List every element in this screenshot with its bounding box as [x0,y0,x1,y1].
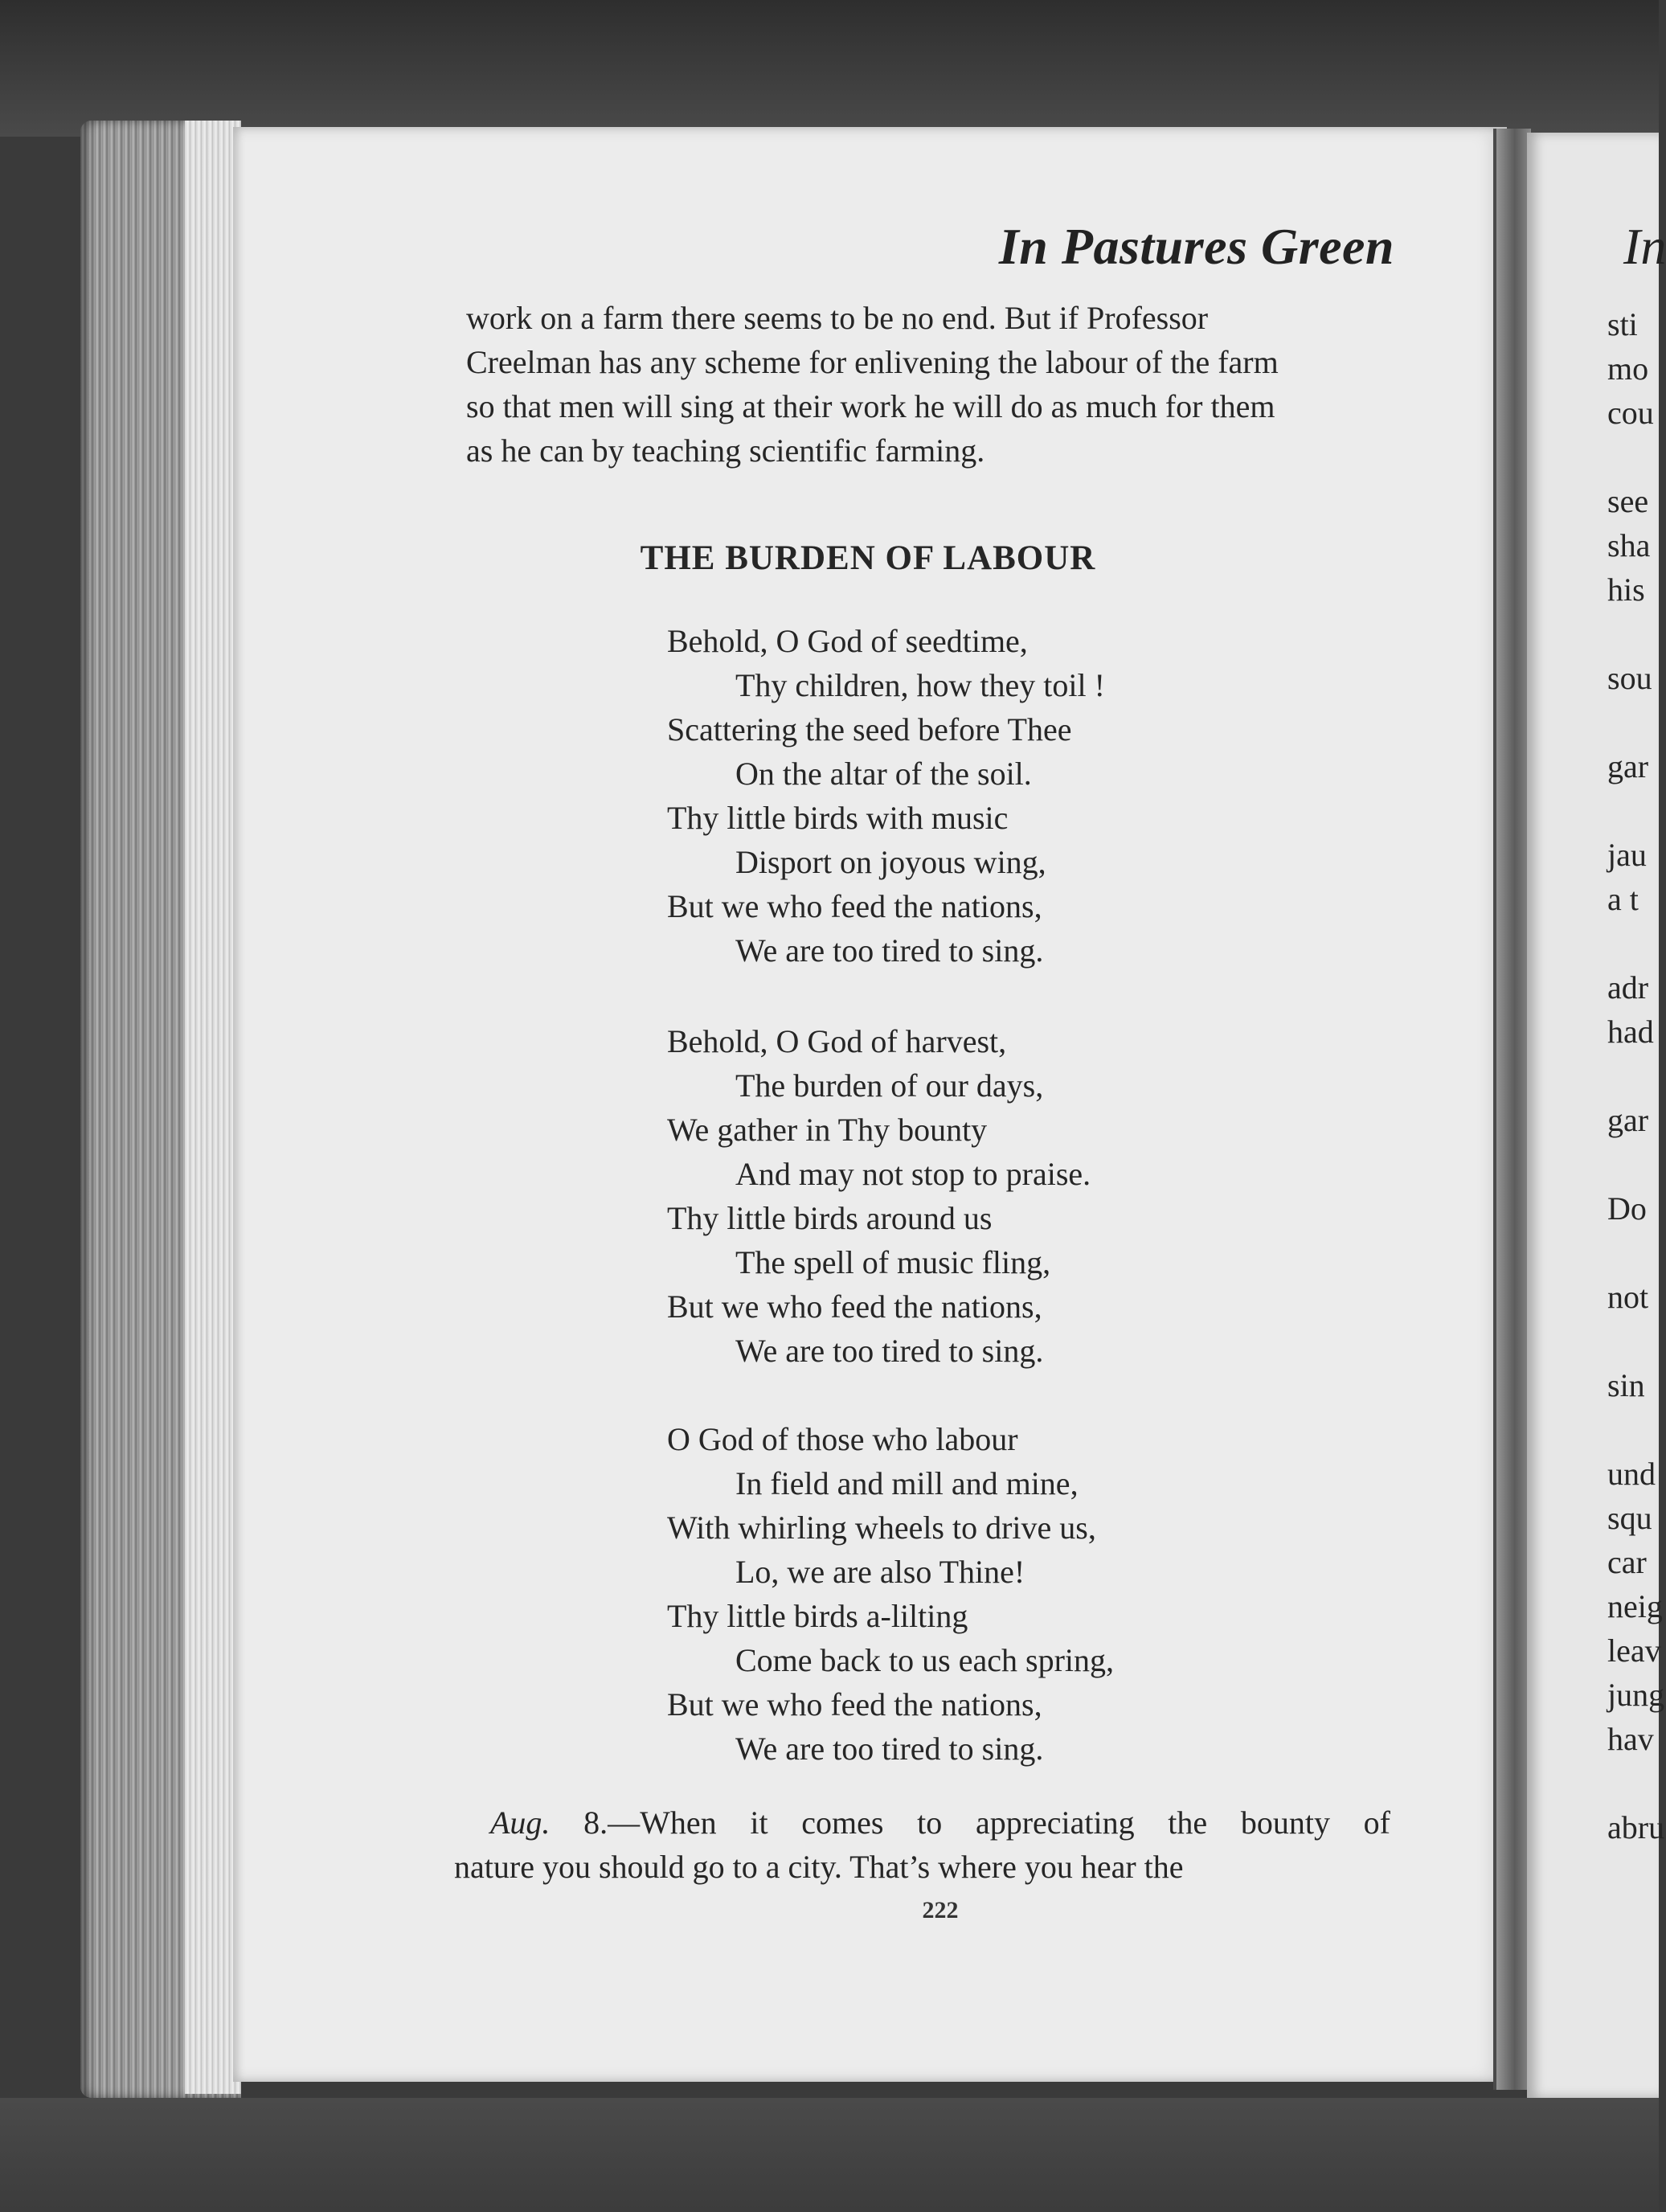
verse-line: With whirling wheels to drive us, [667,1509,1096,1546]
closing-paragraph [454,1800,1390,1889]
verse-line: We are too tired to sing. [735,932,1044,969]
verse-line: But we who feed the nations, [667,1288,1042,1325]
verse-line: And may not stop to praise. [735,1156,1091,1192]
verse-line: We are too tired to sing. [735,1333,1044,1369]
next-page-line-fragment: und [1607,1456,1656,1492]
verse-line: Behold, O God of seedtime, [667,623,1028,659]
next-page-line-fragment: gar [1607,748,1649,784]
verse-line: Lo, we are also Thine! [735,1554,1025,1590]
next-page-line-fragment: see [1607,483,1649,519]
verse-line: The spell of music fling, [735,1244,1051,1280]
verse-line: Come back to us each spring, [735,1642,1114,1678]
next-page-line-fragment: jung [1607,1677,1665,1713]
verse-line: Thy little birds with music [667,800,1009,836]
verse-line: O God of those who labour [667,1421,1018,1457]
closing-line-1 [454,1800,1390,1845]
prose-line: work on a farm there seems to be no end. But if Professor [466,300,1209,336]
next-page-line-fragment: abru [1607,1809,1665,1845]
poem-stanza-3 [667,1417,1390,1771]
poem-stanza-1 [667,619,1390,973]
next-page-line-fragment: hav [1607,1721,1654,1757]
next-page-line-fragment: a t [1607,881,1639,917]
prose-line: as he can by teaching scientific farming. [466,432,985,469]
verse-line: Thy little birds a-lilting [667,1598,968,1634]
verse-line: Thy children, how they toil ! [735,667,1105,703]
closing-line-1-text: 8.—When it comes to appreciating the bounty of [550,1804,1390,1841]
page-number: 222 [922,1897,959,1923]
next-page-line-fragment: sha [1607,527,1651,563]
poem-title: THE BURDEN OF LABOUR [640,539,1096,577]
verse-line: On the altar of the soil. [735,756,1032,792]
opening-paragraph [466,296,1392,473]
next-page-line-fragment: Do [1607,1190,1647,1227]
poem-stanza-2 [667,1019,1390,1373]
verse-line: Thy little birds around us [667,1200,993,1236]
verse-line: We are too tired to sing. [735,1731,1044,1767]
background-top [0,0,1659,137]
diary-date: Aug. [490,1804,551,1841]
running-head: In Pastures Green [998,218,1394,275]
closing-line-2: nature you should go to a city. That’s where you hear the [454,1849,1184,1885]
next-page-line-fragment: had [1607,1014,1654,1050]
verse-line: In field and mill and mine, [735,1465,1079,1501]
next-page-line-fragment: jau [1607,837,1647,873]
next-page-line-fragment: adr [1607,969,1649,1006]
verse-line: Disport on joyous wing, [735,844,1046,880]
next-page-line-fragment: sin [1607,1367,1645,1403]
next-page-line-fragment: cou [1607,395,1654,431]
next-page-line-fragment: not [1607,1279,1649,1315]
verse-line: We gather in Thy bounty [667,1112,988,1148]
verse-line: Scattering the seed before Thee [667,711,1072,748]
verse-line: The burden of our days, [735,1067,1044,1104]
verse-line: Behold, O God of harvest, [667,1023,1007,1059]
next-page-line-fragment: sou [1607,660,1652,696]
next-page-line-fragment: neig [1607,1588,1663,1624]
next-page-line-fragment: mo [1607,350,1649,387]
next-page-line-fragment: sti [1607,306,1638,342]
next-page-line-fragment: gar [1607,1102,1649,1138]
next-page-line-fragment: his [1607,571,1645,608]
next-running-head-fragment: In [1623,218,1666,275]
verse-line: But we who feed the nations, [667,888,1042,924]
next-page-line-fragment: squ [1607,1500,1652,1536]
prose-line: Creelman has any scheme for enlivening the labour of the farm [466,344,1279,380]
next-page-line-fragment: car [1607,1544,1647,1580]
gutter-shadow [1493,129,1496,2090]
background-bottom [0,2098,1659,2212]
prose-line: so that men will sing at their work he will do as much for them [466,388,1275,424]
next-page-line-fragment: leav [1607,1632,1661,1669]
verse-line: But we who feed the nations, [667,1686,1042,1722]
book-gutter [1495,129,1531,2090]
